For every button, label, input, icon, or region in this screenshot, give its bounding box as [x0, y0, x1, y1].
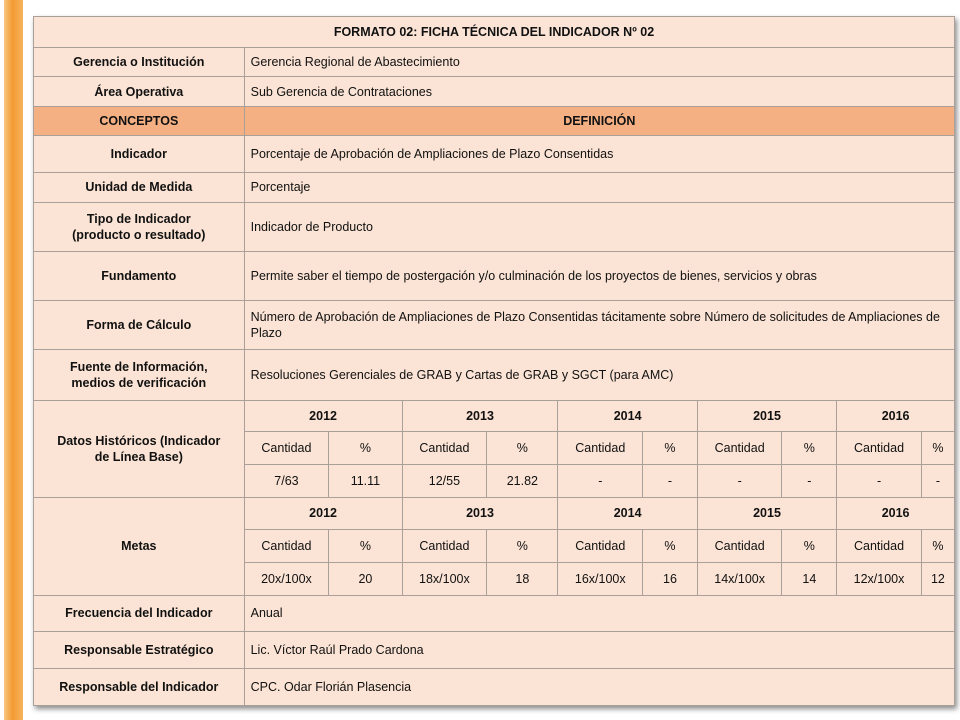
indicador-value: Porcentaje de Aprobación de Ampliaciones de Plazo Consentidas	[244, 136, 954, 173]
frecuencia-value: Anual	[244, 595, 954, 632]
unidad-value: Porcentaje	[244, 173, 954, 203]
historicos-label-line1: Datos Históricos (Indicador	[57, 433, 221, 448]
forma-label: Forma de Cálculo	[34, 300, 245, 349]
resp-estrategico-label: Responsable Estratégico	[34, 632, 245, 669]
metas-year: 2012	[244, 497, 402, 530]
metas-value: 12x/100x	[837, 562, 922, 595]
area-label: Área Operativa	[34, 77, 245, 107]
metas-value: 16	[643, 562, 698, 595]
area-value: Sub Gerencia de Contrataciones	[244, 77, 954, 107]
tipo-value: Indicador de Producto	[244, 202, 954, 251]
unidad-label: Unidad de Medida	[34, 173, 245, 203]
metas-value: 14x/100x	[697, 562, 782, 595]
historicos-subheader: Cantidad	[402, 432, 487, 465]
row-gerencia	[34, 47, 955, 77]
historicos-subheader: %	[921, 432, 954, 465]
fuente-label-line2: medios de verificación	[71, 375, 207, 390]
historicos-subheader: Cantidad	[558, 432, 643, 465]
metas-value: 12	[921, 562, 954, 595]
fuente-value: Resoluciones Gerenciales de GRAB y Cartas de GRAB y SGCT (para AMC)	[244, 349, 954, 400]
historicos-subheader: Cantidad	[837, 432, 922, 465]
metas-subheader: Cantidad	[697, 530, 782, 563]
title-row	[34, 17, 955, 48]
indicator-technical-sheet	[33, 16, 955, 706]
historicos-subheader: %	[329, 432, 402, 465]
metas-value: 16x/100x	[558, 562, 643, 595]
metas-label: Metas	[34, 497, 245, 595]
metas-subheader: Cantidad	[402, 530, 487, 563]
metas-subheader: Cantidad	[558, 530, 643, 563]
metas-subheader: %	[487, 530, 558, 563]
resp-estrategico-value: Lic. Víctor Raúl Prado Cardona	[244, 632, 954, 669]
row-fundamento	[34, 251, 955, 300]
row-forma	[34, 300, 955, 349]
concepts-header-row	[34, 106, 955, 136]
sheet-title: FORMATO 02: FICHA TÉCNICA DEL INDICADOR Nº 02	[34, 17, 955, 48]
historicos-subheader: %	[487, 432, 558, 465]
historicos-years-row	[34, 400, 955, 432]
fuente-label	[34, 349, 245, 400]
resp-indicador-value: CPC. Odar Florián Plasencia	[244, 669, 954, 706]
metas-subheader: Cantidad	[244, 530, 329, 563]
historicos-label-line2: de Línea Base)	[94, 449, 183, 464]
metas-value: 18	[487, 562, 558, 595]
historicos-value: -	[697, 465, 782, 498]
metas-value: 18x/100x	[402, 562, 487, 595]
metas-years-row	[34, 497, 955, 530]
metas-year: 2016	[837, 497, 955, 530]
historicos-value: -	[558, 465, 643, 498]
metas-value: 20x/100x	[244, 562, 329, 595]
fuente-label-line1: Fuente de Información,	[70, 359, 208, 374]
row-resp-indicador	[34, 669, 955, 706]
conceptos-header: CONCEPTOS	[34, 106, 245, 136]
metas-subheader: Cantidad	[837, 530, 922, 563]
metas-year: 2014	[558, 497, 697, 530]
historicos-value: 11.11	[329, 465, 402, 498]
indicador-label: Indicador	[34, 136, 245, 173]
historicos-year: 2016	[837, 400, 955, 432]
technical-sheet-frame	[33, 16, 955, 706]
historicos-value: 21.82	[487, 465, 558, 498]
historicos-value: 7/63	[244, 465, 329, 498]
row-resp-estrategico	[34, 632, 955, 669]
tipo-label	[34, 202, 245, 251]
historicos-year: 2012	[244, 400, 402, 432]
gerencia-label: Gerencia o Institución	[34, 47, 245, 77]
historicos-subheader: %	[782, 432, 837, 465]
historicos-year: 2014	[558, 400, 697, 432]
metas-value: 14	[782, 562, 837, 595]
row-frecuencia	[34, 595, 955, 632]
metas-year: 2013	[402, 497, 558, 530]
historicos-value: 12/55	[402, 465, 487, 498]
row-indicador	[34, 136, 955, 173]
tipo-label-line1: Tipo de Indicador	[86, 211, 191, 226]
historicos-year: 2013	[402, 400, 558, 432]
gerencia-value: Gerencia Regional de Abastecimiento	[244, 47, 954, 77]
row-tipo	[34, 202, 955, 251]
metas-subheader: %	[782, 530, 837, 563]
resp-indicador-label: Responsable del Indicador	[34, 669, 245, 706]
historicos-subheader: %	[643, 432, 698, 465]
row-unidad	[34, 173, 955, 203]
fundamento-label: Fundamento	[34, 251, 245, 300]
historicos-value: -	[782, 465, 837, 498]
row-area	[34, 77, 955, 107]
forma-value: Número de Aprobación de Ampliaciones de Plazo Consentidas tácitamente sobre Número de solicitudes de Ampliaciones de Plazo	[244, 300, 954, 349]
historicos-label	[34, 400, 245, 497]
metas-subheader: %	[329, 530, 402, 563]
metas-value: 20	[329, 562, 402, 595]
metas-subheader: %	[921, 530, 954, 563]
metas-year: 2015	[697, 497, 836, 530]
historicos-subheader: Cantidad	[244, 432, 329, 465]
metas-subheader: %	[643, 530, 698, 563]
orange-accent-bar	[4, 0, 23, 720]
tipo-label-line2: (producto o resultado)	[72, 227, 206, 242]
frecuencia-label: Frecuencia del Indicador	[34, 595, 245, 632]
row-fuente	[34, 349, 955, 400]
definicion-header: DEFINICIÓN	[244, 106, 954, 136]
historicos-value: -	[921, 465, 954, 498]
historicos-value: -	[643, 465, 698, 498]
historicos-value: -	[837, 465, 922, 498]
historicos-subheader: Cantidad	[697, 432, 782, 465]
historicos-year: 2015	[697, 400, 836, 432]
fundamento-value: Permite saber el tiempo de postergación y/o culminación de los proyectos de bienes, servicios y obras	[244, 251, 954, 300]
